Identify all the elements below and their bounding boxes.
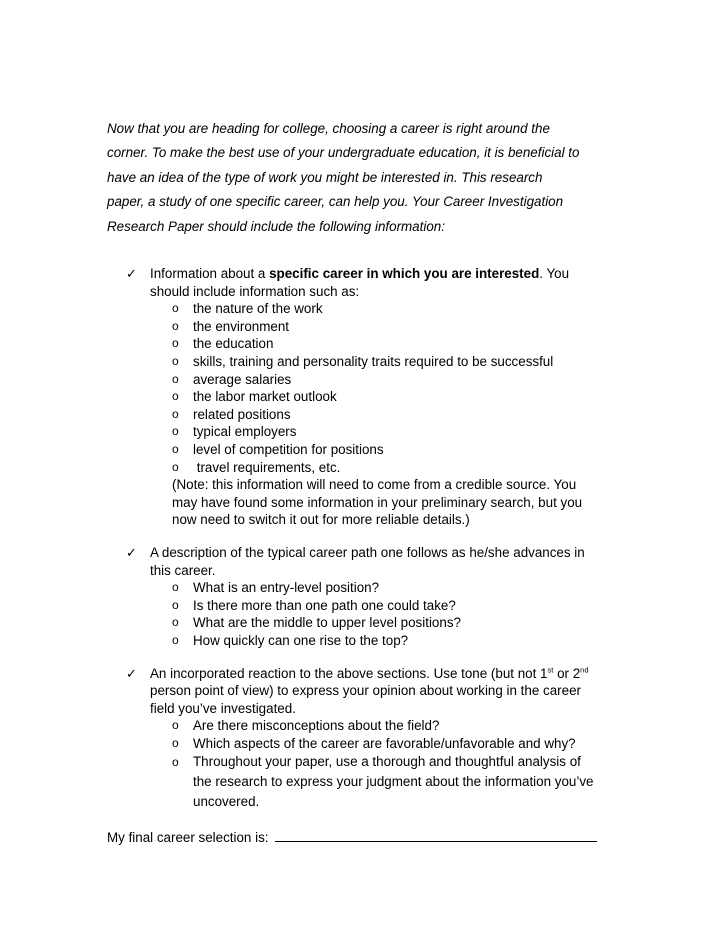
circle-bullet-icon: o [172, 318, 179, 333]
circle-bullet-icon: o [172, 406, 179, 421]
circle-bullet-icon: o [172, 615, 179, 630]
circle-bullet-icon: o [172, 441, 179, 456]
final-career-selection [107, 828, 667, 845]
intro-line: Research Paper should include the following information: [107, 218, 445, 234]
checkmark-icon: ✓ [126, 266, 137, 282]
section-reaction [126, 665, 667, 813]
note-block [172, 476, 667, 529]
circle-bullet-icon: o [172, 336, 179, 351]
career-selection-blank-line[interactable] [275, 828, 597, 842]
section-career-info [126, 265, 667, 529]
circle-bullet-icon: o [172, 597, 179, 612]
section-career-path [126, 544, 667, 650]
document-page [107, 117, 667, 845]
section-line: field you’ve investigated. [150, 700, 296, 716]
circle-bullet-icon: o [172, 459, 179, 474]
superscript: st [547, 665, 554, 675]
list-item: o the nature of the work [172, 301, 323, 317]
section-lead: Information about a specific career in which you are interested. You [150, 266, 570, 282]
circle-bullet-icon: o [172, 580, 179, 595]
circle-bullet-icon: o [172, 755, 179, 770]
checkmark-icon: ✓ [126, 665, 137, 681]
circle-bullet-icon: o [172, 424, 179, 439]
list-item: o Are there misconceptions about the field? [172, 718, 440, 734]
list-item: o skills, training and personality traits required to be successful [172, 354, 554, 369]
circle-bullet-icon: o [172, 389, 179, 404]
circle-bullet-icon: o [172, 632, 179, 647]
list-item: o Which aspects of the career are favorable/unfavorable and why? [172, 735, 576, 751]
circle-bullet-icon: o [172, 301, 179, 316]
sub-list [172, 300, 667, 476]
list-item: o travel requirements, etc. [172, 459, 341, 475]
note-line: now need to switch it out for more reliable details.) [172, 512, 470, 528]
note-line: may have found some information in your preliminary search, but you [172, 494, 583, 510]
section-line: should include information such as: [150, 283, 360, 299]
circle-bullet-icon: o [172, 718, 179, 733]
list-item: o typical employers [172, 424, 297, 440]
list-item: o related positions [172, 406, 291, 422]
list-item: o Throughout your paper, use a thorough and thoughtful analysis of the research to express your judgment about the information you’ve uncovered. [172, 754, 594, 810]
circle-bullet-icon: o [172, 354, 179, 368]
superscript: nd [580, 665, 589, 675]
list-item: o the labor market outlook [172, 389, 337, 405]
list-item: o level of competition for positions [172, 441, 384, 457]
sub-list [172, 579, 667, 649]
intro-line: corner. To make the best use of your undergraduate education, it is beneficial to [107, 145, 580, 161]
intro-line: have an idea of the type of work you might be interested in. This research [107, 169, 543, 185]
list-item: o average salaries [172, 371, 292, 387]
list-item: o the environment [172, 318, 290, 334]
intro-line: paper, a study of one specific career, can help you. Your Career Investigation [107, 194, 564, 210]
intro-paragraph [107, 117, 667, 239]
list-item: o What is an entry-level position? [172, 580, 380, 596]
list-item: o What are the middle to upper level positions? [172, 615, 461, 631]
note-line: (Note: this information will need to come from a credible source. You [172, 477, 577, 493]
final-selection-label: My final career selection is: [107, 830, 273, 846]
circle-bullet-icon: o [172, 371, 179, 386]
emphasis-text: specific career in which you are interested [269, 266, 540, 282]
section-line: person point of view) to express your opinion about working in the career [150, 683, 581, 699]
list-item: o How quickly can one rise to the top? [172, 632, 409, 648]
checkmark-icon: ✓ [126, 544, 137, 560]
section-lead: An incorporated reaction to the above sections. Use tone (but not 1st or 2nd [150, 665, 589, 681]
list-item: o Is there more than one path one could take? [172, 597, 456, 613]
sub-list [172, 717, 667, 812]
section-lead: A description of the typical career path one follows as he/she advances in [150, 544, 585, 560]
intro-line: Now that you are heading for college, choosing a career is right around the [107, 121, 550, 136]
circle-bullet-icon: o [172, 735, 179, 750]
list-item: o the education [172, 336, 274, 352]
section-line: this career. [150, 562, 216, 578]
